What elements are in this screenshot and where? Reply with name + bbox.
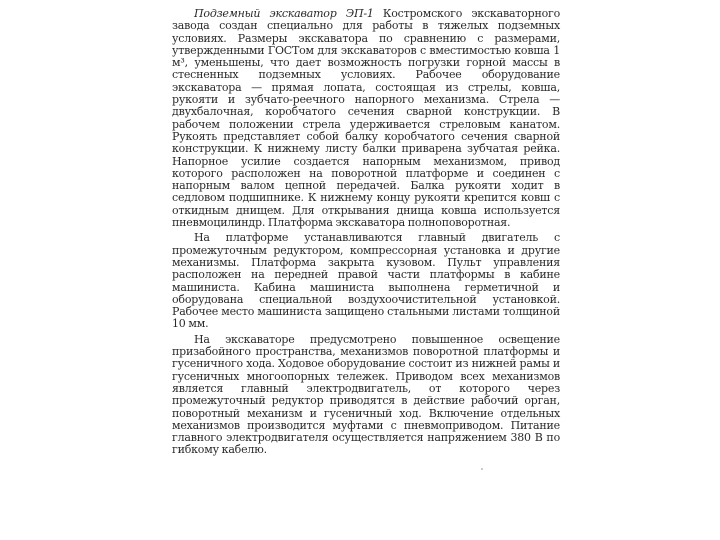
paragraph-2-text: На платформе устанавливаются главный двигатель с промежуточным редуктором, компрессорная установка и другие механизмы. Платформа закрыта кузовом. Пульт управления расположен на передней правой части платформы в кабине машиниста. Кабина машиниста выполнена герметичной и оборудована специальной воздухоочистительной установкой. Рабочее место машиниста защищено стальными листами толщиной 10 мм. <box>172 231 560 331</box>
scanned-text-block <box>172 8 560 474</box>
paragraph-2 <box>172 232 560 330</box>
paragraph-1-lead: Подземный экскаватор ЭП-1 <box>194 7 374 20</box>
scan-speck <box>481 468 483 470</box>
paragraph-1 <box>172 8 560 229</box>
paragraph-3-text: На экскаваторе предусмотрено повышенное освещение призабойного пространства, механизмов поворотной платформы и гусеничного хода. Ходовое оборудование состоит из нижней рамы и гусеничных многоопорных тележек. Приводом всех механизмов является главный электродвигатель, от которого через промежуточный редуктор приводятся в действие рабочий орган, поворотный механизм и гусеничный ход. Включение отдельных механизмов производится муфтами с пневмоприводом. Питание главного электродвигателя осуществляется напряжением 380 В по гибкому кабелю. <box>172 332 560 457</box>
paragraph-1-text: Костромского экскаваторного завода создан специально для работы в тяжелых подземных условиях. Размеры экскаватора по сравнению с размерами, утвержденными ГОСТом для экскаваторов с вместимостью ковша 1 м³, уменьшены, что дает возможность погрузки горной массы в стесненных подземных условиях. Рабочее оборудование экскаватора — прямая лопата, состоящая из стрелы, ковша, рукояти и зубчато-реечного напорного механизма. Стрела — двухбалочная, коробчатого сечения сварной конструкции. В рабочем положении стрела удерживается стреловым канатом. Рукоять представляет собой балку коробчатого сечения сварной конструкции. К нижнему листу балки приварена зубчатая рейка. Напорное усилие создается напорным механизмом, привод которого расположен на поворотной платформе и соединен с напорным валом цепной передачей. Балка рукояти ходит в седловом подшипнике. К нижнему концу рукояти крепится ковш с откидным днищем. Для открывания днища ковша используется пневмоцилиндр. Платформа экскаватора полноповоротная. <box>172 7 560 230</box>
paragraph-3 <box>172 334 560 457</box>
